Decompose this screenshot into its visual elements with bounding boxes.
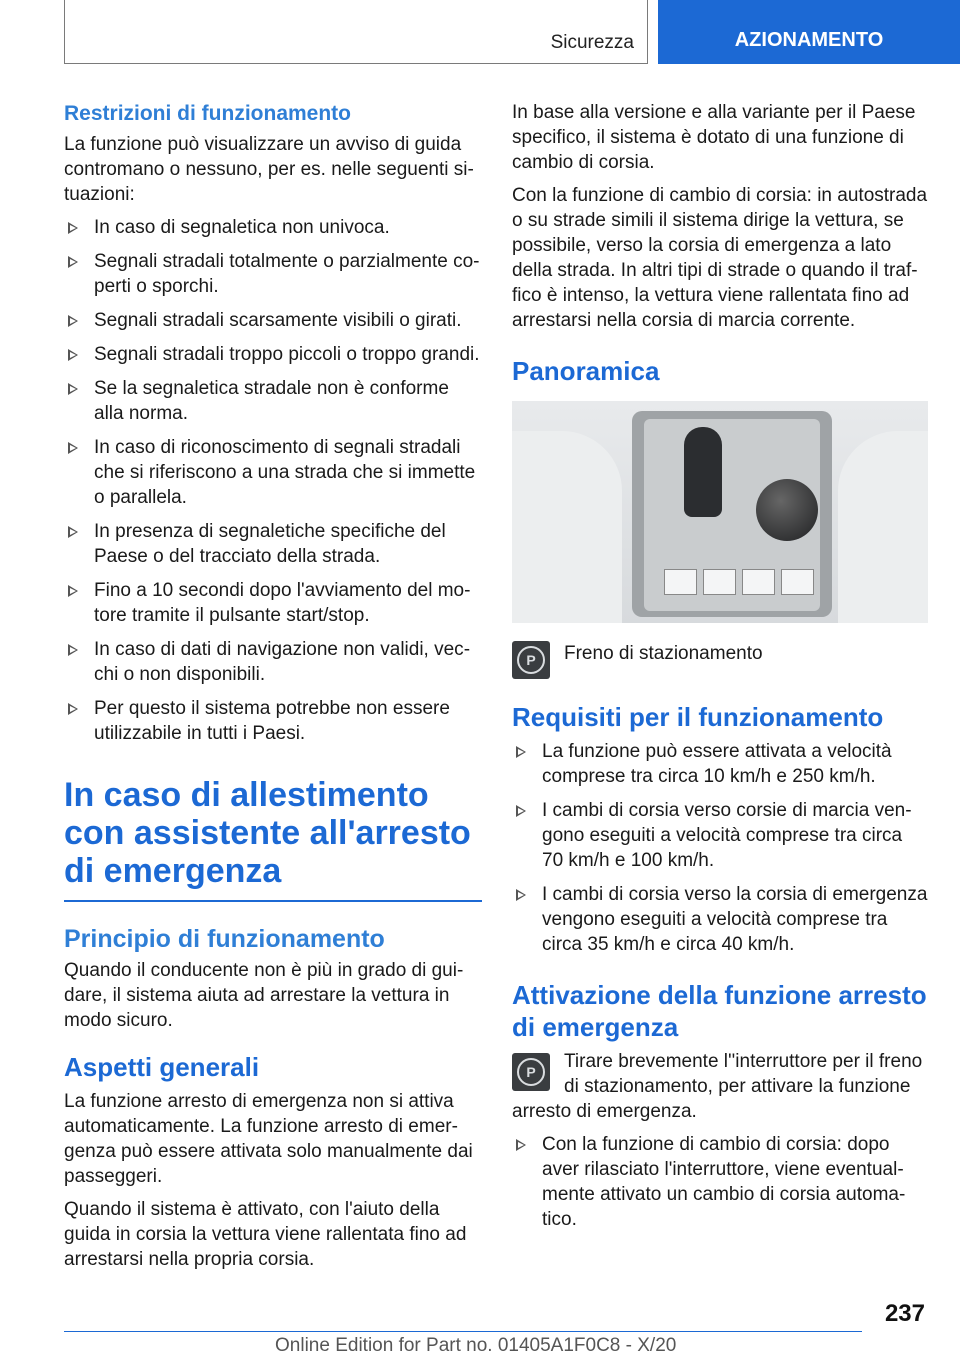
overview-heading: Panoramica <box>512 356 660 386</box>
chapter-label: AZIONAMENTO <box>734 28 884 51</box>
activation-block <box>512 1049 928 1132</box>
requirements-heading: Requisiti per il funzionamento <box>512 702 884 732</box>
activation-heading: Attivazione della funzione arresto di emergenza <box>512 980 927 1042</box>
list-item: Segnali stradali totalmente o parzialmente coperti o sporchi. <box>64 249 482 299</box>
list-item: In presenza di segnaletiche specifiche del Paese o del tracciato della strada. <box>64 519 482 569</box>
list-item: Fino a 10 secondi dopo l'avviamento del motore tramite il pulsante start/stop. <box>64 578 482 628</box>
footer-divider <box>64 1331 862 1332</box>
principle-heading: Principio di funzionamento <box>64 925 385 953</box>
triangle-bullet-icon <box>516 805 526 817</box>
triangle-bullet-icon <box>516 746 526 758</box>
parking-brake-icon: P <box>512 641 550 679</box>
list-item: Per questo il sistema potrebbe non essere utilizzabile in tutti i Paesi. <box>64 696 482 746</box>
triangle-bullet-icon <box>68 222 78 234</box>
list-item: In caso di segnaletica non univoca. <box>64 215 482 240</box>
list-item: Con la funzione di cambio di corsia: dopo aver rilasciato l'interruttore, viene eventualmente attivato un cambio di corsia automatico. <box>512 1132 928 1232</box>
lane-change-description: Con la funzione di cambio di corsia: in autostrada o su strade simili il sistema dirige la vettura, se possibile, verso la corsia di emergenza a lato della strada. In altri tipi di strade o quando il traffico è intenso, la vettura viene rallentata fino ad arrestarsi nella corsia di marcia corrente. <box>512 185 928 331</box>
idrive-controller <box>756 479 818 541</box>
parking-brake-icon: P <box>512 1053 550 1091</box>
restrictions-heading: Restrizioni di funzionamento <box>64 102 351 125</box>
left-column <box>64 100 482 1280</box>
triangle-bullet-icon <box>68 442 78 454</box>
triangle-bullet-icon <box>516 1139 526 1151</box>
lane-change-intro: In base alla versione e alla variante per il Paese specifico, il sistema è dotato di una funzione di cambio di corsia. <box>512 102 916 173</box>
activation-text: Tirare brevemente l''interruttore per il freno di stazionamento, per attivare la funzione arresto di emergenza. <box>512 1051 923 1122</box>
general-heading: Aspetti generali <box>64 1052 260 1082</box>
general-text-2: Quando il sistema è attivato, con l'aiuto della guida in corsia la vettura viene rallentata fino ad arrestarsi nella propria corsia. <box>64 1199 467 1270</box>
triangle-bullet-icon <box>68 526 78 538</box>
main-heading: In caso di allestimento con assistente all'arresto di emergenza <box>64 776 471 890</box>
section-title: Sicurezza <box>550 32 634 53</box>
requirements-list <box>512 739 928 957</box>
edition-note: Online Edition for Part no. 01405A1F0C8 - X/20 <box>275 1335 677 1356</box>
principle-text: Quando il conducente non è più in grado di guidare, il sistema aiuta ad arrestare la vettura in modo sicuro. <box>64 960 464 1031</box>
center-console-photo <box>512 401 928 623</box>
restrictions-list <box>64 215 482 746</box>
chapter-tab[interactable] <box>658 0 960 64</box>
right-column <box>512 100 928 1241</box>
restrictions-intro: La funzione può visualizzare un avviso di guida contromano o nessuno, per es. nelle seguenti situazioni: <box>64 134 474 205</box>
triangle-bullet-icon <box>68 703 78 715</box>
triangle-bullet-icon <box>68 585 78 597</box>
general-text-1: La funzione arresto di emergenza non si attiva automaticamente. La funzione arresto di emergenza può essere attivata solo manualmente dai passeggeri. <box>64 1091 473 1187</box>
gear-selector <box>684 427 722 517</box>
heading-divider <box>64 900 482 902</box>
page-number: 237 <box>884 1300 925 1327</box>
list-item: In caso di dati di navigazione non validi, vecchi o non disponibili. <box>64 637 482 687</box>
parking-brake-legend <box>512 641 928 679</box>
activation-list <box>512 1132 928 1232</box>
list-item: La funzione può essere attivata a velocità comprese tra circa 10 km/h e 250 km/h. <box>512 739 928 789</box>
triangle-bullet-icon <box>68 383 78 395</box>
parking-brake-label: Freno di stazionamento <box>564 643 763 664</box>
list-item: In caso di riconoscimento di segnali stradali che si riferiscono a una strada che si immette o parallela. <box>64 435 482 510</box>
triangle-bullet-icon <box>68 349 78 361</box>
list-item: I cambi di corsia verso corsie di marcia vengono eseguiti a velocità comprese tra circa 70 km/h e 100 km/h. <box>512 798 928 873</box>
triangle-bullet-icon <box>68 644 78 656</box>
list-item: Segnali stradali scarsamente visibili o girati. <box>64 308 482 333</box>
triangle-bullet-icon <box>516 889 526 901</box>
triangle-bullet-icon <box>68 256 78 268</box>
list-item: Se la segnaletica stradale non è conforme alla norma. <box>64 376 482 426</box>
console-buttons <box>664 569 814 595</box>
list-item: Segnali stradali troppo piccoli o troppo grandi. <box>64 342 482 367</box>
triangle-bullet-icon <box>68 315 78 327</box>
list-item: I cambi di corsia verso la corsia di emergenza vengono eseguiti a velocità comprese tra circa 35 km/h e circa 40 km/h. <box>512 882 928 957</box>
